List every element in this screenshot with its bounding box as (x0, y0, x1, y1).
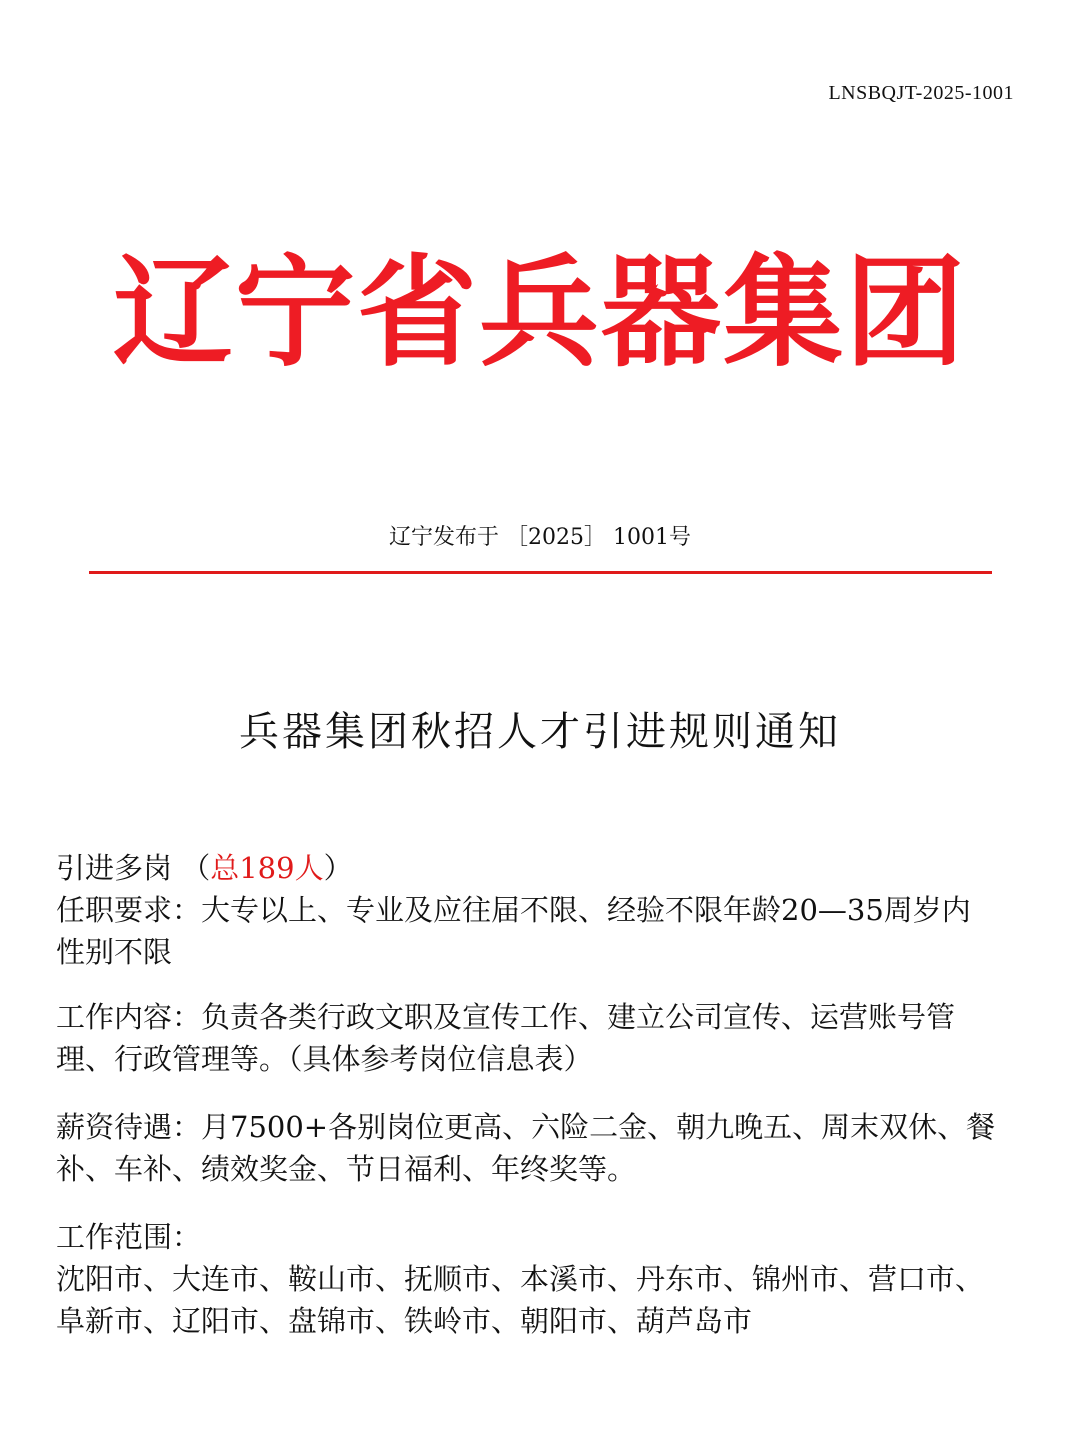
recruitment-close: ） (323, 851, 353, 885)
issue-number-line: 辽宁发布于 ［2025］ 1001号 (389, 525, 691, 550)
salary-line-2: 补、车补、绩效奖金、节日福利、年终奖等。 (56, 1152, 637, 1186)
requirements-line-2: 性别不限 (56, 935, 173, 969)
salary-line-1: 薪资待遇：月7500+各别岗位更高、六险二金、朝九晚五、周末双休、餐 (56, 1110, 996, 1144)
document-code: LNSBQJT-2025-1001 (828, 82, 1014, 104)
recruitment-label: 引进多岗 （ (56, 851, 211, 885)
recruitment-total: 总189人 (210, 851, 324, 885)
organization-title: 辽宁省兵器集团 (113, 242, 967, 383)
work-area-section (56, 1216, 1041, 1342)
recruitment-requirements-section (56, 847, 1041, 973)
work-area-line-1: 沈阳市、大连市、鞍山市、抚顺市、本溪市、丹东市、锦州市、营口市、 (56, 1262, 985, 1296)
job-content-section (56, 996, 1041, 1080)
recruitment-count-line (56, 847, 1041, 889)
red-divider (89, 571, 992, 574)
job-content-line-1: 工作内容：负责各类行政文职及宣传工作、建立公司宣传、运营账号管 (56, 1000, 956, 1034)
job-content-line-2: 理、行政管理等。（具体参考岗位信息表） (56, 1042, 593, 1076)
work-area-line-2: 阜新市、辽阳市、盘锦市、铁岭市、朝阳市、葫芦岛市 (56, 1304, 753, 1338)
salary-section (56, 1106, 1041, 1190)
requirements-line-1: 任职要求：大专以上、专业及应往届不限、经验不限年龄20—35周岁内 (56, 893, 971, 927)
notice-title: 兵器集团秋招人才引进规则通知 (239, 709, 841, 755)
work-area-label: 工作范围： (56, 1220, 202, 1254)
